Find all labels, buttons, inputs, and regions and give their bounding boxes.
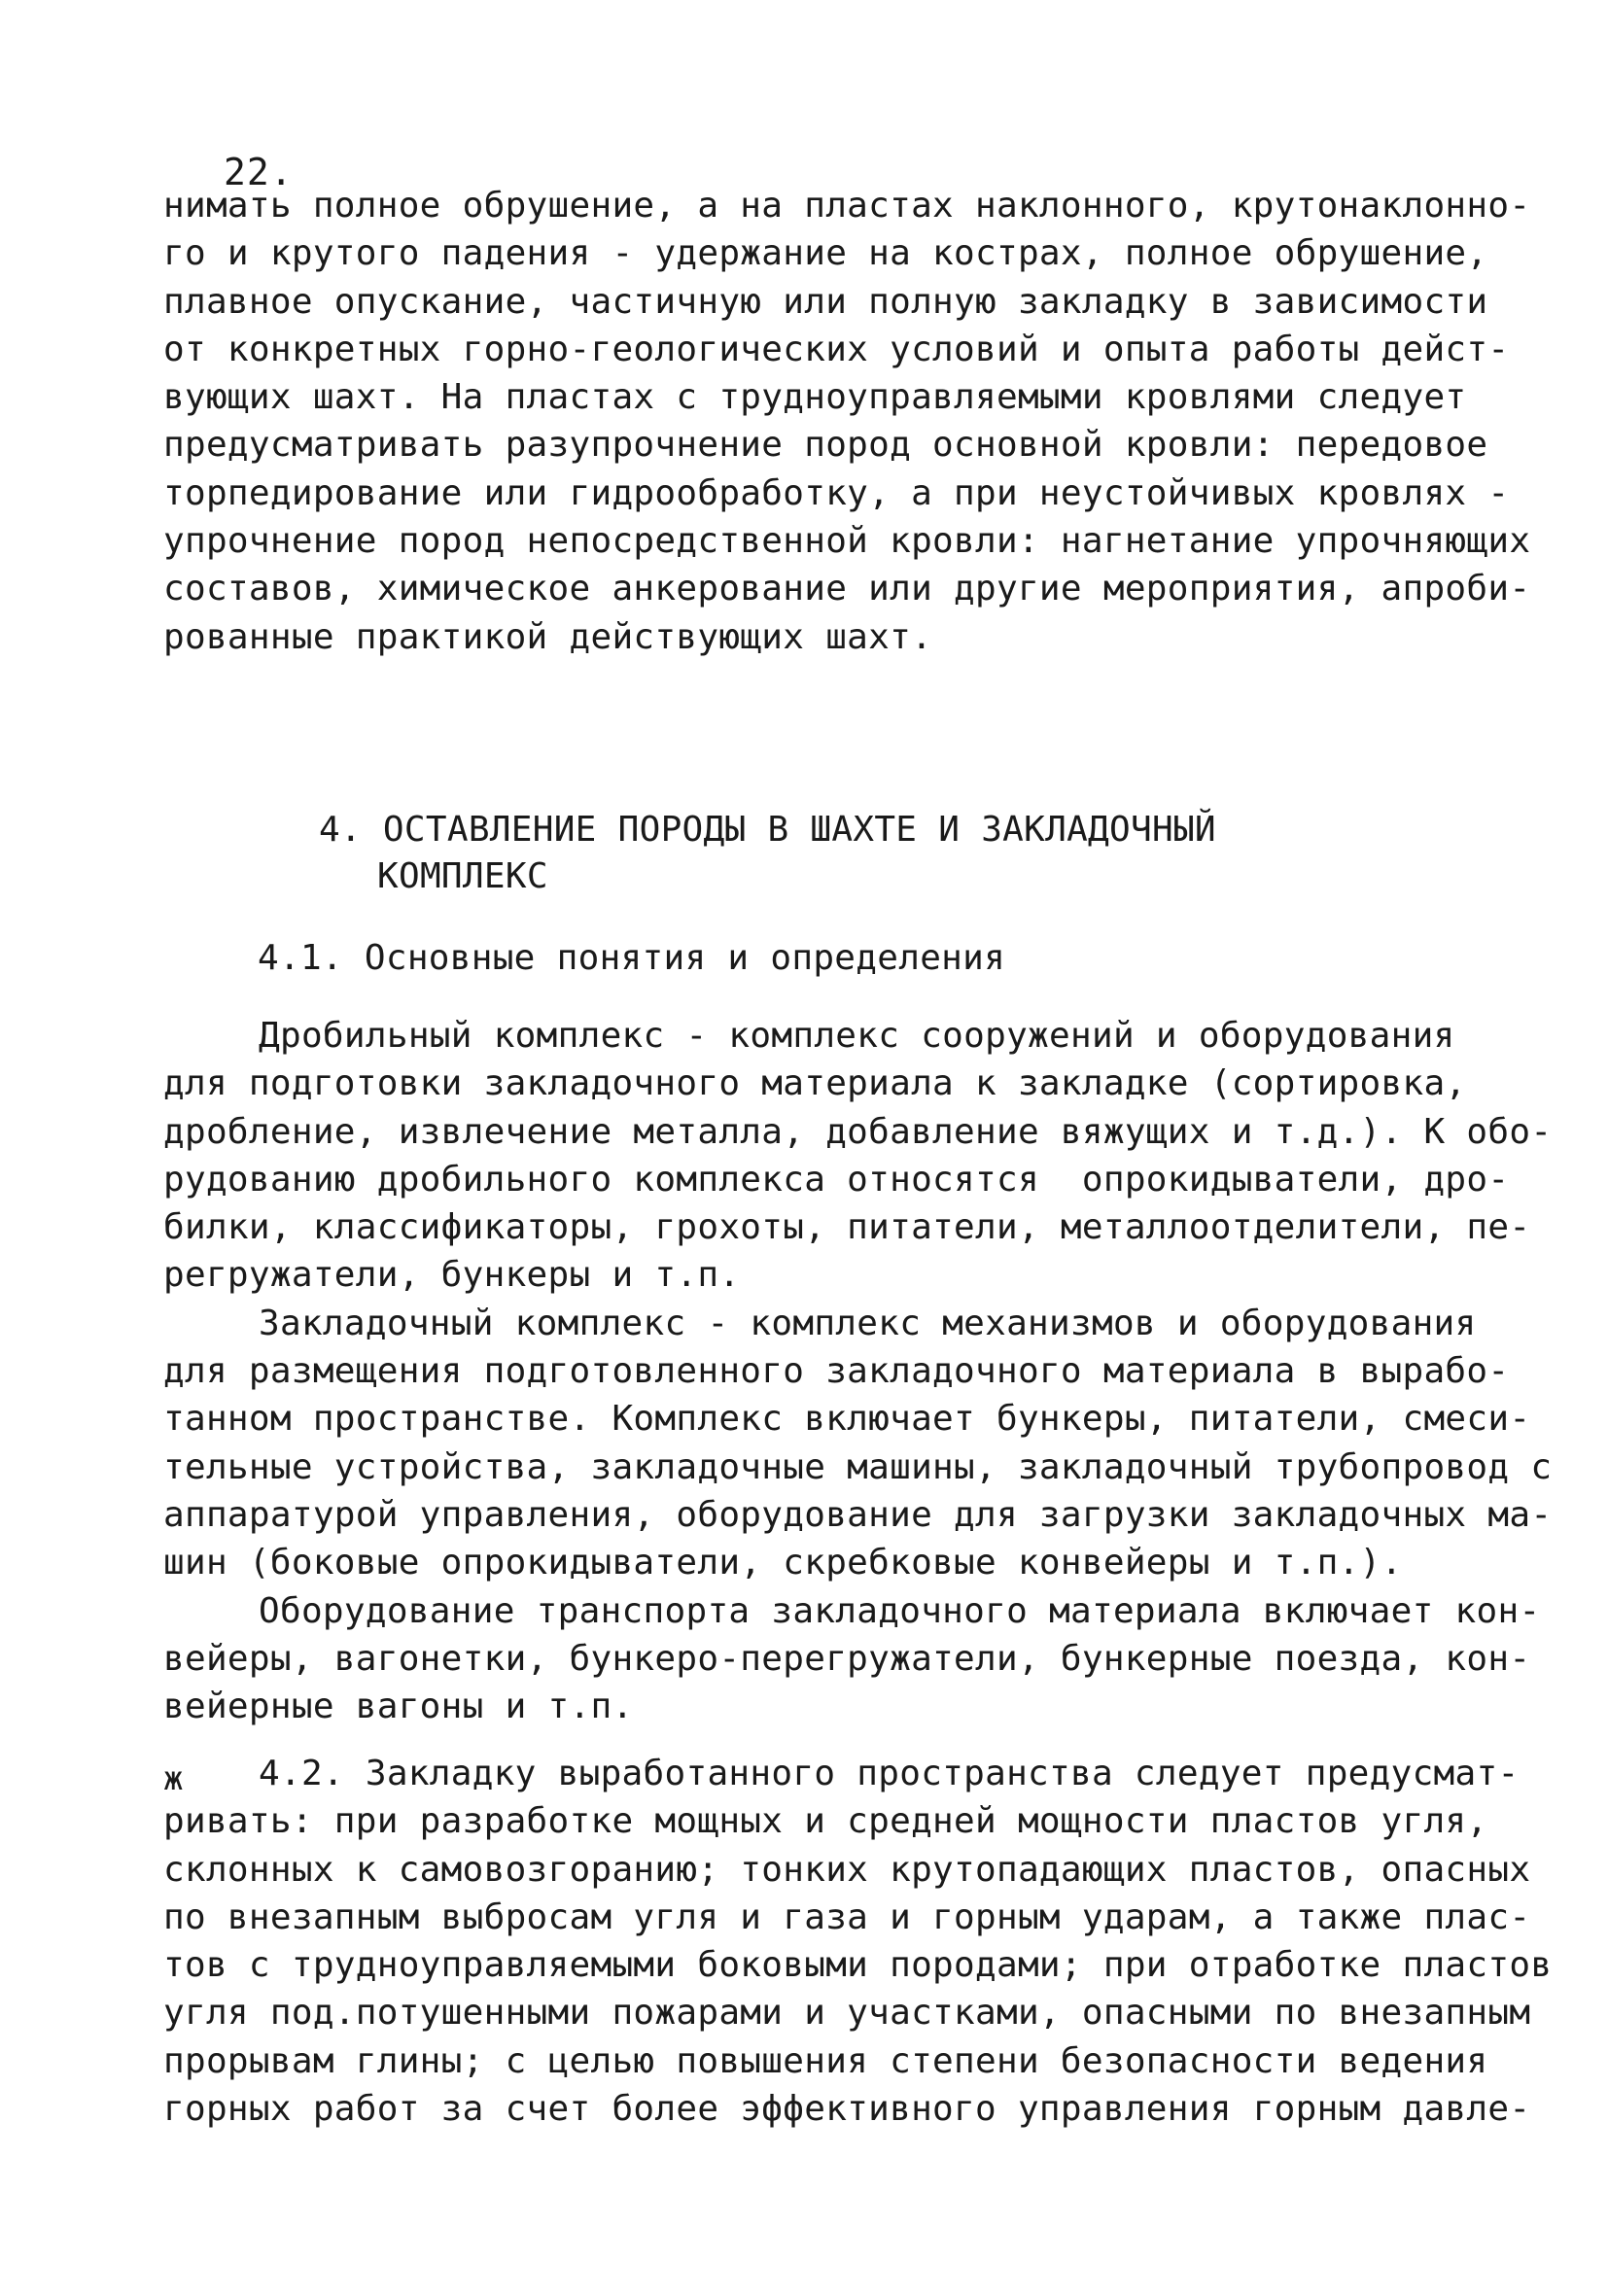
text-line: билки, классификаторы, грохоты, питатели, металлоотделители, пе- — [163, 1207, 1531, 1248]
text-line: по внезапным выбросам угля и газа и горным ударам, а также плас- — [163, 1896, 1531, 1937]
text-line: го и крутого падения - удержание на кострах, полное обрушение, — [163, 233, 1488, 274]
text-line: шин (боковые опрокидыватели, скребковые конвейеры и т.п.). — [163, 1543, 1403, 1583]
text-line: плавное опускание, частичную или полную закладку в зависимости — [163, 281, 1488, 322]
text-line: дробление, извлечение металла, добавление вяжущих и т.д.). К обо- — [163, 1111, 1553, 1152]
section-heading-line: 4. ОСТАВЛЕНИЕ ПОРОДЫ В ШАХТЕ И ЗАКЛАДОЧНЫЙ — [319, 810, 1216, 850]
text-line: составов, химическое анкерование или другие мероприятия, апроби- — [163, 569, 1531, 609]
subsection-heading: 4.1. Основные понятия и определения — [258, 938, 1006, 978]
text-line: предусматривать разупрочнение пород основной кровли: передовое — [163, 425, 1488, 466]
text-line: Дробильный комплекс - комплекс сооружений и оборудования — [259, 1016, 1455, 1056]
text-line: упрочнение пород непосредственной кровли: нагнетание упрочняющих — [163, 521, 1531, 562]
text-line: регружатели, бункеры и т.п. — [163, 1255, 741, 1296]
clause-marker: ж — [163, 1759, 184, 1798]
section-heading-line: КОМПЛЕКС — [377, 856, 548, 896]
text-line: торпедирование или гидрообработку, а при неустойчивых кровлях - — [163, 472, 1510, 513]
text-line: вейеры, вагонетки, бункеро-перегружатели, бункерные поезда, кон- — [163, 1638, 1531, 1679]
text-line: рованные практикой действующих шахт. — [163, 616, 933, 657]
clause-4-2 — [163, 1750, 1553, 2133]
text-line: Закладочный комплекс - комплекс механизмов и оборудования — [259, 1303, 1477, 1343]
text-line: вующих шахт. На пластах с трудноуправляемыми кровлями следует — [163, 377, 1467, 418]
text-line: горных работ за счет более эффективного управления горным давле- — [163, 2089, 1531, 2130]
text-line: нимать полное обрушение, а на пластах наклонного, крутонаклонно- — [163, 186, 1531, 226]
text-line: аппаратурой управления, оборудование для загрузки закладочных ма- — [163, 1494, 1553, 1535]
text-line: прорывам глины; с целью повышения степени безопасности ведения — [163, 2040, 1488, 2081]
text-line: для размещения подготовленного закладочного материала в вырабо- — [163, 1351, 1510, 1392]
page-number: 22. — [224, 151, 294, 193]
text-line: тельные устройства, закладочные машины, закладочный трубопровод с — [163, 1446, 1553, 1487]
text-line: склонных к самовозгоранию; тонких крутопадающих пластов, опасных — [163, 1849, 1531, 1890]
text-line: танном пространстве. Комплекс включает бункеры, питатели, смеси- — [163, 1399, 1531, 1440]
text-line: ривать: при разработке мощных и средней мощности пластов угля, — [163, 1801, 1488, 1842]
section-heading — [319, 807, 1216, 900]
text-line: от конкретных горно-геологических условий и опыта работы дейст- — [163, 329, 1510, 369]
text-line: угля под.потушенными пожарами и участками, опасными по внезапным — [163, 1993, 1531, 2034]
text-line: для подготовки закладочного материала к закладке (сортировка, — [163, 1063, 1467, 1104]
text-line: Оборудование транспорта закладочного материала включает кон- — [259, 1590, 1541, 1631]
text-line: вейерные вагоны и т.п. — [163, 1687, 634, 1727]
definitions-section — [163, 1012, 1553, 1730]
intro-paragraph — [163, 182, 1531, 661]
text-line: 4.2. Закладку выработанного пространства следует предусмат- — [259, 1754, 1520, 1793]
text-line: тов с трудноуправляемыми боковыми породами; при отработке пластов — [163, 1945, 1553, 1986]
text-line: рудованию дробильного комплекса относятся опрокидыватели, дро- — [163, 1159, 1510, 1200]
